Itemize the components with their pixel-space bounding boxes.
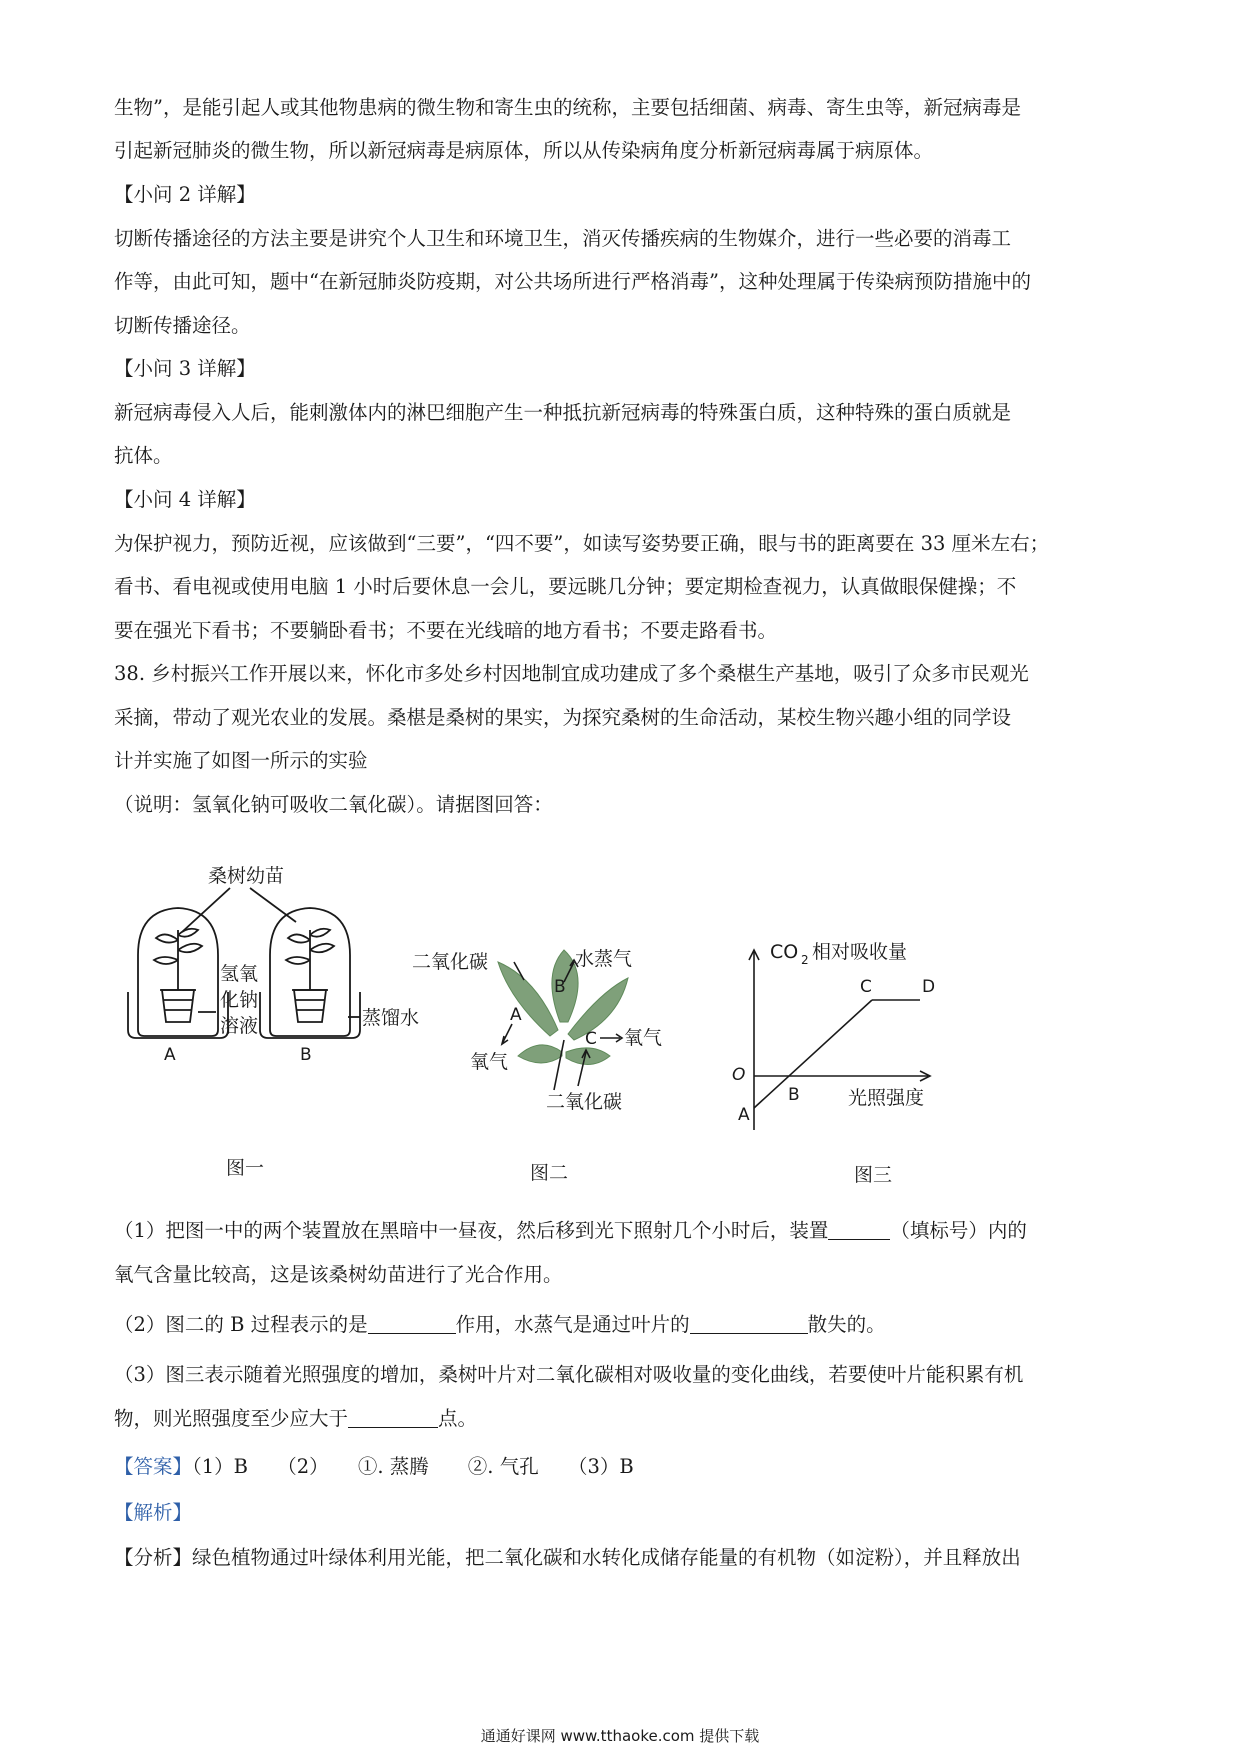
paragraph-line: 引起新冠肺炎的微生物，所以新冠病毒是病原体，所以从传染病角度分析新冠病毒属于病原体。 [114, 139, 934, 162]
process-a-label: A [510, 1005, 522, 1025]
sub-question-1 [114, 1218, 1027, 1244]
sub-question-2-mid: 作用，水蒸气是通过叶片的 [455, 1313, 690, 1336]
figure-1-drawing [120, 860, 440, 1100]
solution-label-line-1: 氢氧 [220, 963, 259, 985]
co2-out-label: 二氧化碳 [546, 1091, 623, 1113]
device-b-label: B [300, 1045, 312, 1065]
paragraph-line: 生物”，是能引起人或其他物患病的微生物和寄生虫的统称，主要包括细菌、病毒、寄生虫等，新冠病毒是 [114, 96, 1021, 119]
dish-b [260, 992, 360, 1038]
paragraph-line: 看书、看电视或使用电脑 1 小时后要休息一会儿，要远眺几分钟；要定期检查视力，认真做眼保健操；不 [114, 575, 1017, 598]
answer-blank [690, 1313, 808, 1334]
origin-label: O [732, 1065, 746, 1085]
solution-label-line-2: 化钠 [220, 989, 259, 1011]
sub-question-2 [114, 1312, 886, 1338]
sub-question-1-cont: 氧气含量比较高，这是该桑树幼苗进行了光合作用。 [114, 1263, 563, 1286]
oxygen-left-label: 氧气 [470, 1051, 509, 1073]
fenxi-text: 绿色植物通过叶绿体利用光能，把二氧化碳和水转化成储存能量的有机物（如淀粉），并且释放出 [192, 1546, 1021, 1569]
leaf-icon [518, 1045, 562, 1063]
leaf-icon [288, 934, 310, 942]
x-axis-label: 光照强度 [848, 1087, 925, 1109]
paragraph-line: 新冠病毒侵入人后，能刺激体内的淋巴细胞产生一种抵抗新冠病毒的特殊蛋白质，这种特殊的蛋白质就是 [114, 401, 1012, 424]
dish-a [128, 992, 228, 1038]
answer-blank [368, 1313, 456, 1334]
figure-3-caption: 图三 [854, 1164, 893, 1186]
leaf-icon [178, 944, 202, 953]
section-heading: 【小问 3 详解】 [114, 357, 256, 380]
page-footer: 通通好课网 www.tthaoke.com 提供下载 [480, 1727, 760, 1745]
leaf-icon [566, 1048, 610, 1065]
sub-question-3: （3）图三表示随着光照强度的增加，桑树叶片对二氧化碳相对吸收量的变化曲线，若要使叶片能积累有机 [114, 1363, 1024, 1386]
sub-question-3-suffix: 点。 [438, 1407, 478, 1430]
device-a-label: A [164, 1045, 176, 1065]
process-b-label: B [554, 977, 566, 997]
sub-question-1-text: （1）把图一中的两个装置放在黑暗中一昼夜，然后移到光下照射几个小时后，装置 [114, 1219, 829, 1242]
answer-blank [828, 1219, 890, 1240]
answer-text: （1）B （2） ①. 蒸腾 ②. 气孔 （3）B [192, 1455, 634, 1478]
sub-question-2-text: （2）图二的 B 过程表示的是 [114, 1313, 368, 1336]
water-vapor-label: 水蒸气 [575, 948, 633, 970]
paragraph-line: 作等，由此可知，题中“在新冠肺炎防疫期，对公共场所进行严格消毒”，这种处理属于传染病预防措施中的 [114, 270, 1031, 293]
pot-b [294, 990, 326, 1022]
section-heading: 【小问 4 详解】 [114, 488, 256, 511]
leaf-icon [178, 929, 198, 937]
leaf-icon [310, 929, 330, 937]
y-axis-label-text: 相对吸收量 [812, 941, 908, 963]
leaf-icon [286, 957, 310, 964]
figure-2 [412, 940, 700, 1130]
sub-question-3-cont [114, 1406, 477, 1432]
figure-1 [120, 860, 440, 1100]
answer-line [114, 1454, 634, 1480]
y-axis-label-co: CO [770, 941, 799, 963]
sub-question-3-text: 物，则光照强度至少应大于 [114, 1407, 349, 1430]
answer-tag: 【答案】 [114, 1455, 193, 1478]
figure-3 [730, 940, 960, 1140]
point-d-label: D [922, 977, 936, 997]
seedling-label: 桑树幼苗 [208, 865, 285, 887]
question-38-line: 采摘，带动了观光农业的发展。桑椹是桑树的果实，为探究桑树的生命活动，某校生物兴趣小组的同学设 [114, 706, 1012, 729]
co2-in-label: 二氧化碳 [412, 951, 489, 973]
figure-3-graph [730, 940, 960, 1140]
paragraph-line: 为保护视力，预防近视，应该做到“三要”，“四不要”，如读写姿势要正确，眼与书的距离要在 33 厘米左右； [114, 532, 1050, 555]
sub-question-2-suffix: 散失的。 [807, 1313, 886, 1336]
process-c-label: C [585, 1029, 597, 1049]
point-c-label: C [860, 977, 872, 997]
paragraph-line: 切断传播途径。 [114, 314, 251, 337]
leaf-icon [498, 962, 558, 1036]
analysis-line [114, 1545, 1021, 1571]
sub-question-1-suffix: （填标号）内的 [890, 1219, 1027, 1242]
fenxi-tag: 【分析】 [114, 1546, 193, 1569]
figure-2-caption: 图二 [530, 1162, 569, 1184]
answer-blank [348, 1407, 438, 1428]
solution-label-line-3: 溶液 [220, 1015, 259, 1037]
question-38-line: 计并实施了如图一所示的实验 [114, 749, 368, 772]
leaf-icon [156, 934, 178, 942]
paragraph-line: 抗体。 [114, 444, 173, 467]
figure-2-drawing [412, 940, 700, 1130]
paragraph-line: 切断传播途径的方法主要是讲究个人卫生和环境卫生，消灭传播疾病的生物媒介，进行一些必要的消毒工 [114, 227, 1012, 250]
point-a-label: A [738, 1105, 750, 1125]
question-38-note: （说明：氢氧化钠可吸收二氧化碳）。请据图回答： [114, 793, 553, 816]
paragraph-line: 要在强光下看书；不要躺卧看书；不要在光线暗的地方看书；不要走路看书。 [114, 619, 778, 642]
oxygen-right-label: 氧气 [624, 1027, 663, 1049]
question-38-line: 38. 乡村振兴工作开展以来，怀化市多处乡村因地制宜成功建成了多个桑椹生产基地，吸引了众多市民观光 [114, 662, 1029, 685]
water-label: 蒸馏水 [362, 1007, 420, 1029]
leaf-icon [310, 944, 334, 953]
section-heading: 【小问 2 详解】 [114, 183, 256, 206]
figure-1-caption: 图一 [226, 1157, 265, 1179]
analysis-tag: 【解析】 [114, 1501, 193, 1524]
pot-a [162, 990, 194, 1022]
leaf-icon [154, 957, 178, 964]
point-b-label: B [788, 1085, 800, 1105]
y-axis-label-subscript: 2 [801, 953, 809, 967]
